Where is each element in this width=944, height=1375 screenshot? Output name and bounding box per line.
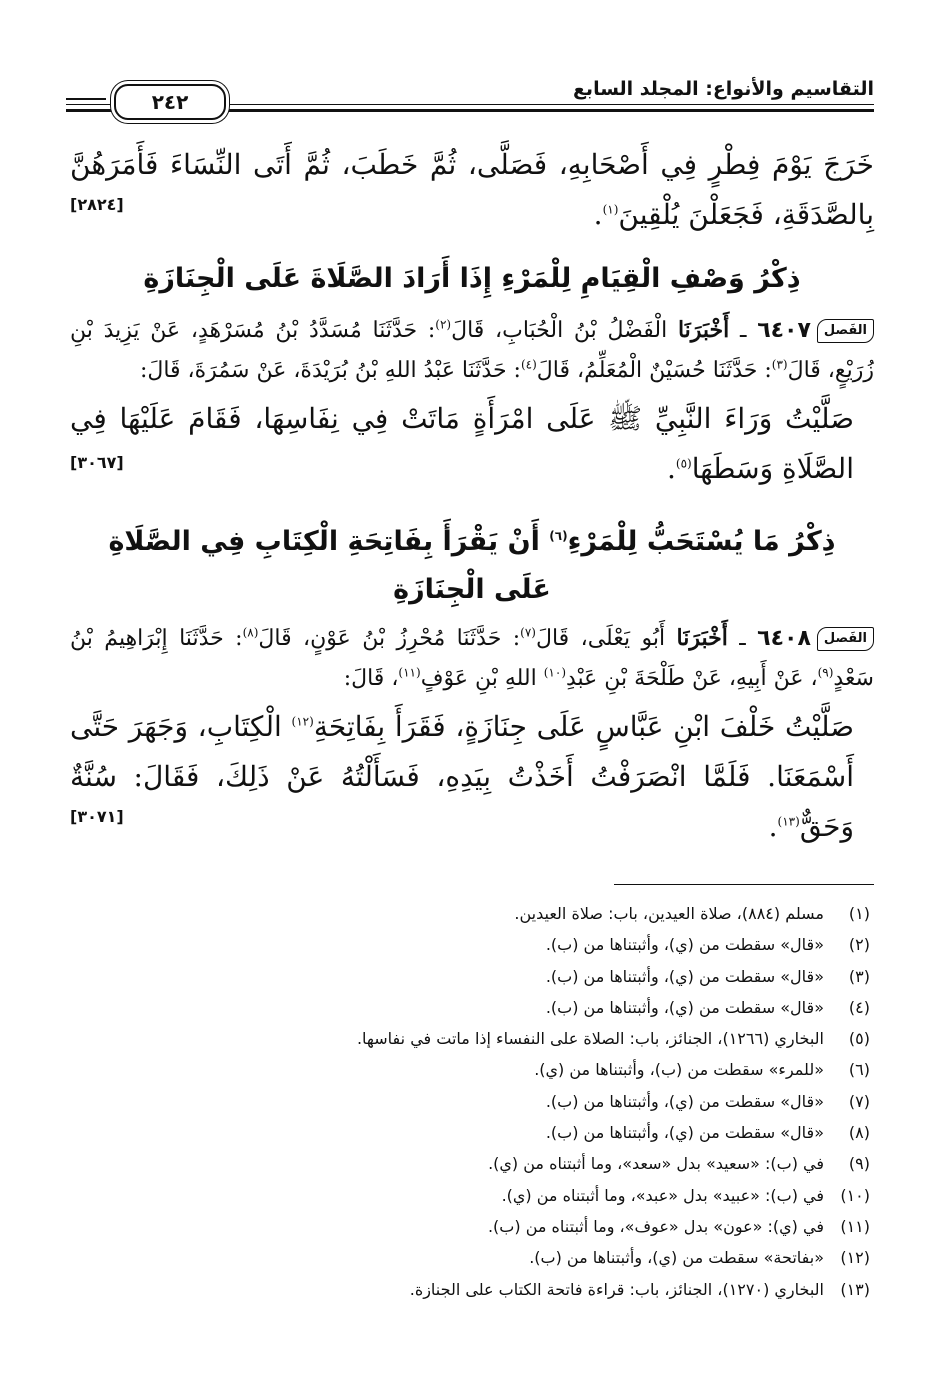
fasl-badge: الفَصل: [817, 319, 874, 343]
footnote-marker[interactable]: (٥): [675, 456, 692, 471]
footnote-marker[interactable]: (١٠): [543, 665, 566, 680]
footnote-number: (١١): [840, 1216, 870, 1236]
footnote-number: (٥): [848, 1029, 870, 1049]
footnote-marker[interactable]: (٨): [242, 625, 259, 640]
footnote-item: [70, 1086, 870, 1117]
footnote-marker[interactable]: (٢): [435, 317, 452, 332]
footnote-item: [70, 992, 870, 1023]
text-span: صَلَّيْتُ وَرَاءَ النَّبِيِّ ﷺ عَلَى امْرَأَةٍ مَاتَتْ فِي نِفَاسِهَا، فَقَامَ عَلَيْهَا فِي الصَّلَاةِ وَسَطَهَا: [70, 402, 854, 485]
text-span: عَلَى الْجِنَازَةِ: [393, 574, 551, 605]
footnote-marker[interactable]: (١٣): [777, 814, 800, 829]
fasl-badge: الفَصل: [817, 627, 874, 651]
footnote-item: [70, 1054, 870, 1085]
footnote-text: «قال» سقطت من (ي)، وأثبتناها من (ب).: [545, 1091, 824, 1111]
text-span: الْفَضْلُ بْنُ الْحُبَابِ، قَالَ: [451, 318, 678, 343]
footnote-text: البخاري (١٢٦٦)، الجنائز، باب: الصلاة على النفساء إذا ماتت في نفاسها.: [356, 1029, 824, 1049]
footnote-marker[interactable]: (٤): [520, 357, 537, 372]
footnote-number: (١٠): [840, 1185, 870, 1205]
text-span: الْكِتَابِ، وَجَهَرَ حَتَّى أَسْمَعَنَا. فَلَمَّا انْصَرَفْتُ أَخَذْتُ بِيَدِهِ، فَسَأَلْتُهُ عَنْ ذَلِكَ، فَقَالَ: سُنَّةٌ وَحَقٌّ: [70, 710, 854, 843]
footnote-text: البخاري (١٢٧٠)، الجنائز، باب: قراءة فاتحة الكتاب على الجنازة.: [409, 1279, 824, 1299]
text-span: .: [593, 198, 603, 231]
header-rule-stub: [66, 98, 106, 100]
footnote-text: «للمرء» سقطت من (ب)، وأثبتناها من (ي).: [534, 1060, 824, 1080]
hadith-matn: [70, 702, 874, 852]
running-title: التقاسيم والأنواع: المجلد السابع: [572, 78, 874, 100]
hadith-isnad: [70, 310, 874, 394]
footnote-number: (١٣): [840, 1279, 870, 1299]
footnote-text: في (ي): «عون» بدل «عوف»، وما أثبتناه من (ب).: [487, 1216, 824, 1236]
section-heading: [70, 518, 874, 614]
text-span: ذِكْرُ مَا يُسْتَحَبُّ لِلْمَرْءِ: [567, 526, 836, 557]
main-text: [70, 140, 874, 852]
hadith-number: ٦٤٠٧: [757, 318, 811, 343]
text-span: ، عَنْ أَبِيهِ، عَنْ طَلْحَةَ بْنِ عَبْدِ: [566, 666, 818, 691]
text-span: .: [768, 810, 778, 843]
footnote-text: مسلم (٨٨٤)، صلاة العيدين، باب: صلاة العيدين.: [514, 904, 824, 923]
text-line: [70, 190, 874, 240]
akhbarana: أَخْبَرَنَا: [676, 625, 728, 651]
hadith-isnad: [70, 618, 874, 702]
text-span: ـ: [727, 626, 758, 651]
footnote-item: [70, 1117, 870, 1148]
footnote-marker[interactable]: (٩): [817, 665, 834, 680]
text-span: : حَدَّثَنَا مُسَدَّدُ بْنُ مُسَرْهَدٍ، عَنْ يَزِيدَ بْنِ زُرَيْعٍ، قَالَ: [70, 318, 874, 383]
text-span: : حَدَّثَنَا عَبْدُ اللهِ بْنُ بُرَيْدَةَ، عَنْ سَمُرَةَ، قَالَ:: [139, 358, 521, 383]
page-header: [66, 76, 874, 116]
footnote-text: في (ب): «عبيد» بدل «عبد»، وما أثبتناه من (ي).: [501, 1185, 824, 1205]
footnote-number: (٩): [848, 1154, 870, 1174]
text-span: بِالصَّدَقَةِ، فَجَعَلْنَ يُلْقِينَ: [618, 198, 874, 231]
footnote-number: (١٢): [840, 1248, 870, 1268]
footnote-item: [70, 1274, 870, 1305]
footnote-item: [70, 1180, 870, 1211]
footnote-text: «بفاتحة» سقطت من (ي)، وأثبتناها من (ب).: [529, 1248, 824, 1268]
akhbarana: أَخْبَرَنَا: [677, 317, 730, 343]
cross-reference: [٢٨٢٤]: [70, 195, 124, 214]
footnote-marker[interactable]: (١١): [398, 665, 421, 680]
text-span: : حَدَّثَنَا مُحْرِزُ بْنُ عَوْنٍ، قَالَ: [258, 626, 521, 651]
footnote-number: (٢): [848, 935, 870, 955]
footnote-marker[interactable]: (١): [602, 202, 619, 217]
text-span: اللهِ بْنِ عَوْفٍ: [420, 666, 544, 691]
footnotes-list: [70, 898, 870, 1305]
footnote-item: [70, 1148, 870, 1179]
footnote-number: (٤): [848, 997, 870, 1017]
footnote-item: [70, 1211, 870, 1242]
footnote-item: [70, 898, 870, 929]
text-span: أَنْ يَقْرَأَ بِفَاتِحَةِ الْكِتَابِ فِي الصَّلَاةِ: [108, 526, 550, 557]
text-span: أَبُو يَعْلَى، قَالَ: [535, 626, 677, 651]
hadith-matn: [70, 394, 874, 498]
hadith-continuation: [70, 140, 874, 240]
footnote-marker[interactable]: (٧): [520, 625, 536, 640]
footnote-item: [70, 929, 870, 960]
text-span: : حَدَّثَنَا إِبْرَاهِيمُ بْنُ سَعْدٍ: [70, 626, 874, 691]
text-span: صَلَّيْتُ خَلْفَ ابْنِ عَبَّاسٍ عَلَى جِنَازَةٍ، فَقَرَأَ بِفَاتِحَةِ: [313, 710, 854, 743]
cross-reference: [٣٠٧١]: [70, 807, 124, 826]
text-line: خَرَجَ يَوْمَ فِطْرٍ فِي أَصْحَابِهِ، فَصَلَّى، ثُمَّ خَطَبَ، ثُمَّ أَتَى النِّسَاءَ فَأَمَرَهُنَّ: [70, 148, 874, 181]
footnote-marker[interactable]: (١٢): [291, 714, 314, 729]
hadith-number: ٦٤٠٨: [757, 626, 811, 651]
footnote-text: في (ب): «سعيد» بدل «سعد»، وما أثبتناه من (ي).: [488, 1154, 824, 1174]
footnote-item: [70, 1242, 870, 1273]
text-span: ، قَالَ:: [343, 666, 399, 691]
footnote-number: (٦): [848, 1060, 870, 1080]
page-number: ٢٤٢: [114, 84, 226, 120]
footnote-item: [70, 1023, 870, 1054]
footnote-text: «قال» سقطت من (ي)، وأثبتناها من (ب).: [545, 966, 824, 986]
footnote-number: (٣): [848, 966, 870, 986]
footnote-number: (٨): [848, 1123, 870, 1143]
text-span: ـ: [729, 318, 758, 343]
cross-reference: [٣٠٦٧]: [70, 453, 124, 472]
footnote-item: [70, 961, 870, 992]
footnote-text: «قال» سقطت من (ي)، وأثبتناها من (ب).: [545, 997, 824, 1017]
footnote-marker[interactable]: (٦): [549, 529, 568, 543]
footnote-number: (٧): [848, 1091, 870, 1111]
section-heading: ذِكْرُ وَصْفِ الْقِيَامِ لِلْمَرْءِ إِذَا أَرَادَ الصَّلَاةَ عَلَى الْجِنَازَةِ: [143, 263, 801, 294]
footnote-number: (١): [848, 904, 870, 923]
footnote-marker[interactable]: (٣): [771, 357, 788, 372]
footnote-text: «قال» سقطت من (ي)، وأثبتناها من (ب).: [545, 1123, 824, 1143]
footnote-text: «قال» سقطت من (ي)، وأثبتناها من (ب).: [545, 935, 824, 955]
text-span: .: [667, 452, 676, 485]
text-span: : حَدَّثَنَا حُسَيْنٌ الْمُعَلِّمُ، قَالَ: [536, 358, 772, 383]
footnote-separator: [614, 884, 874, 885]
